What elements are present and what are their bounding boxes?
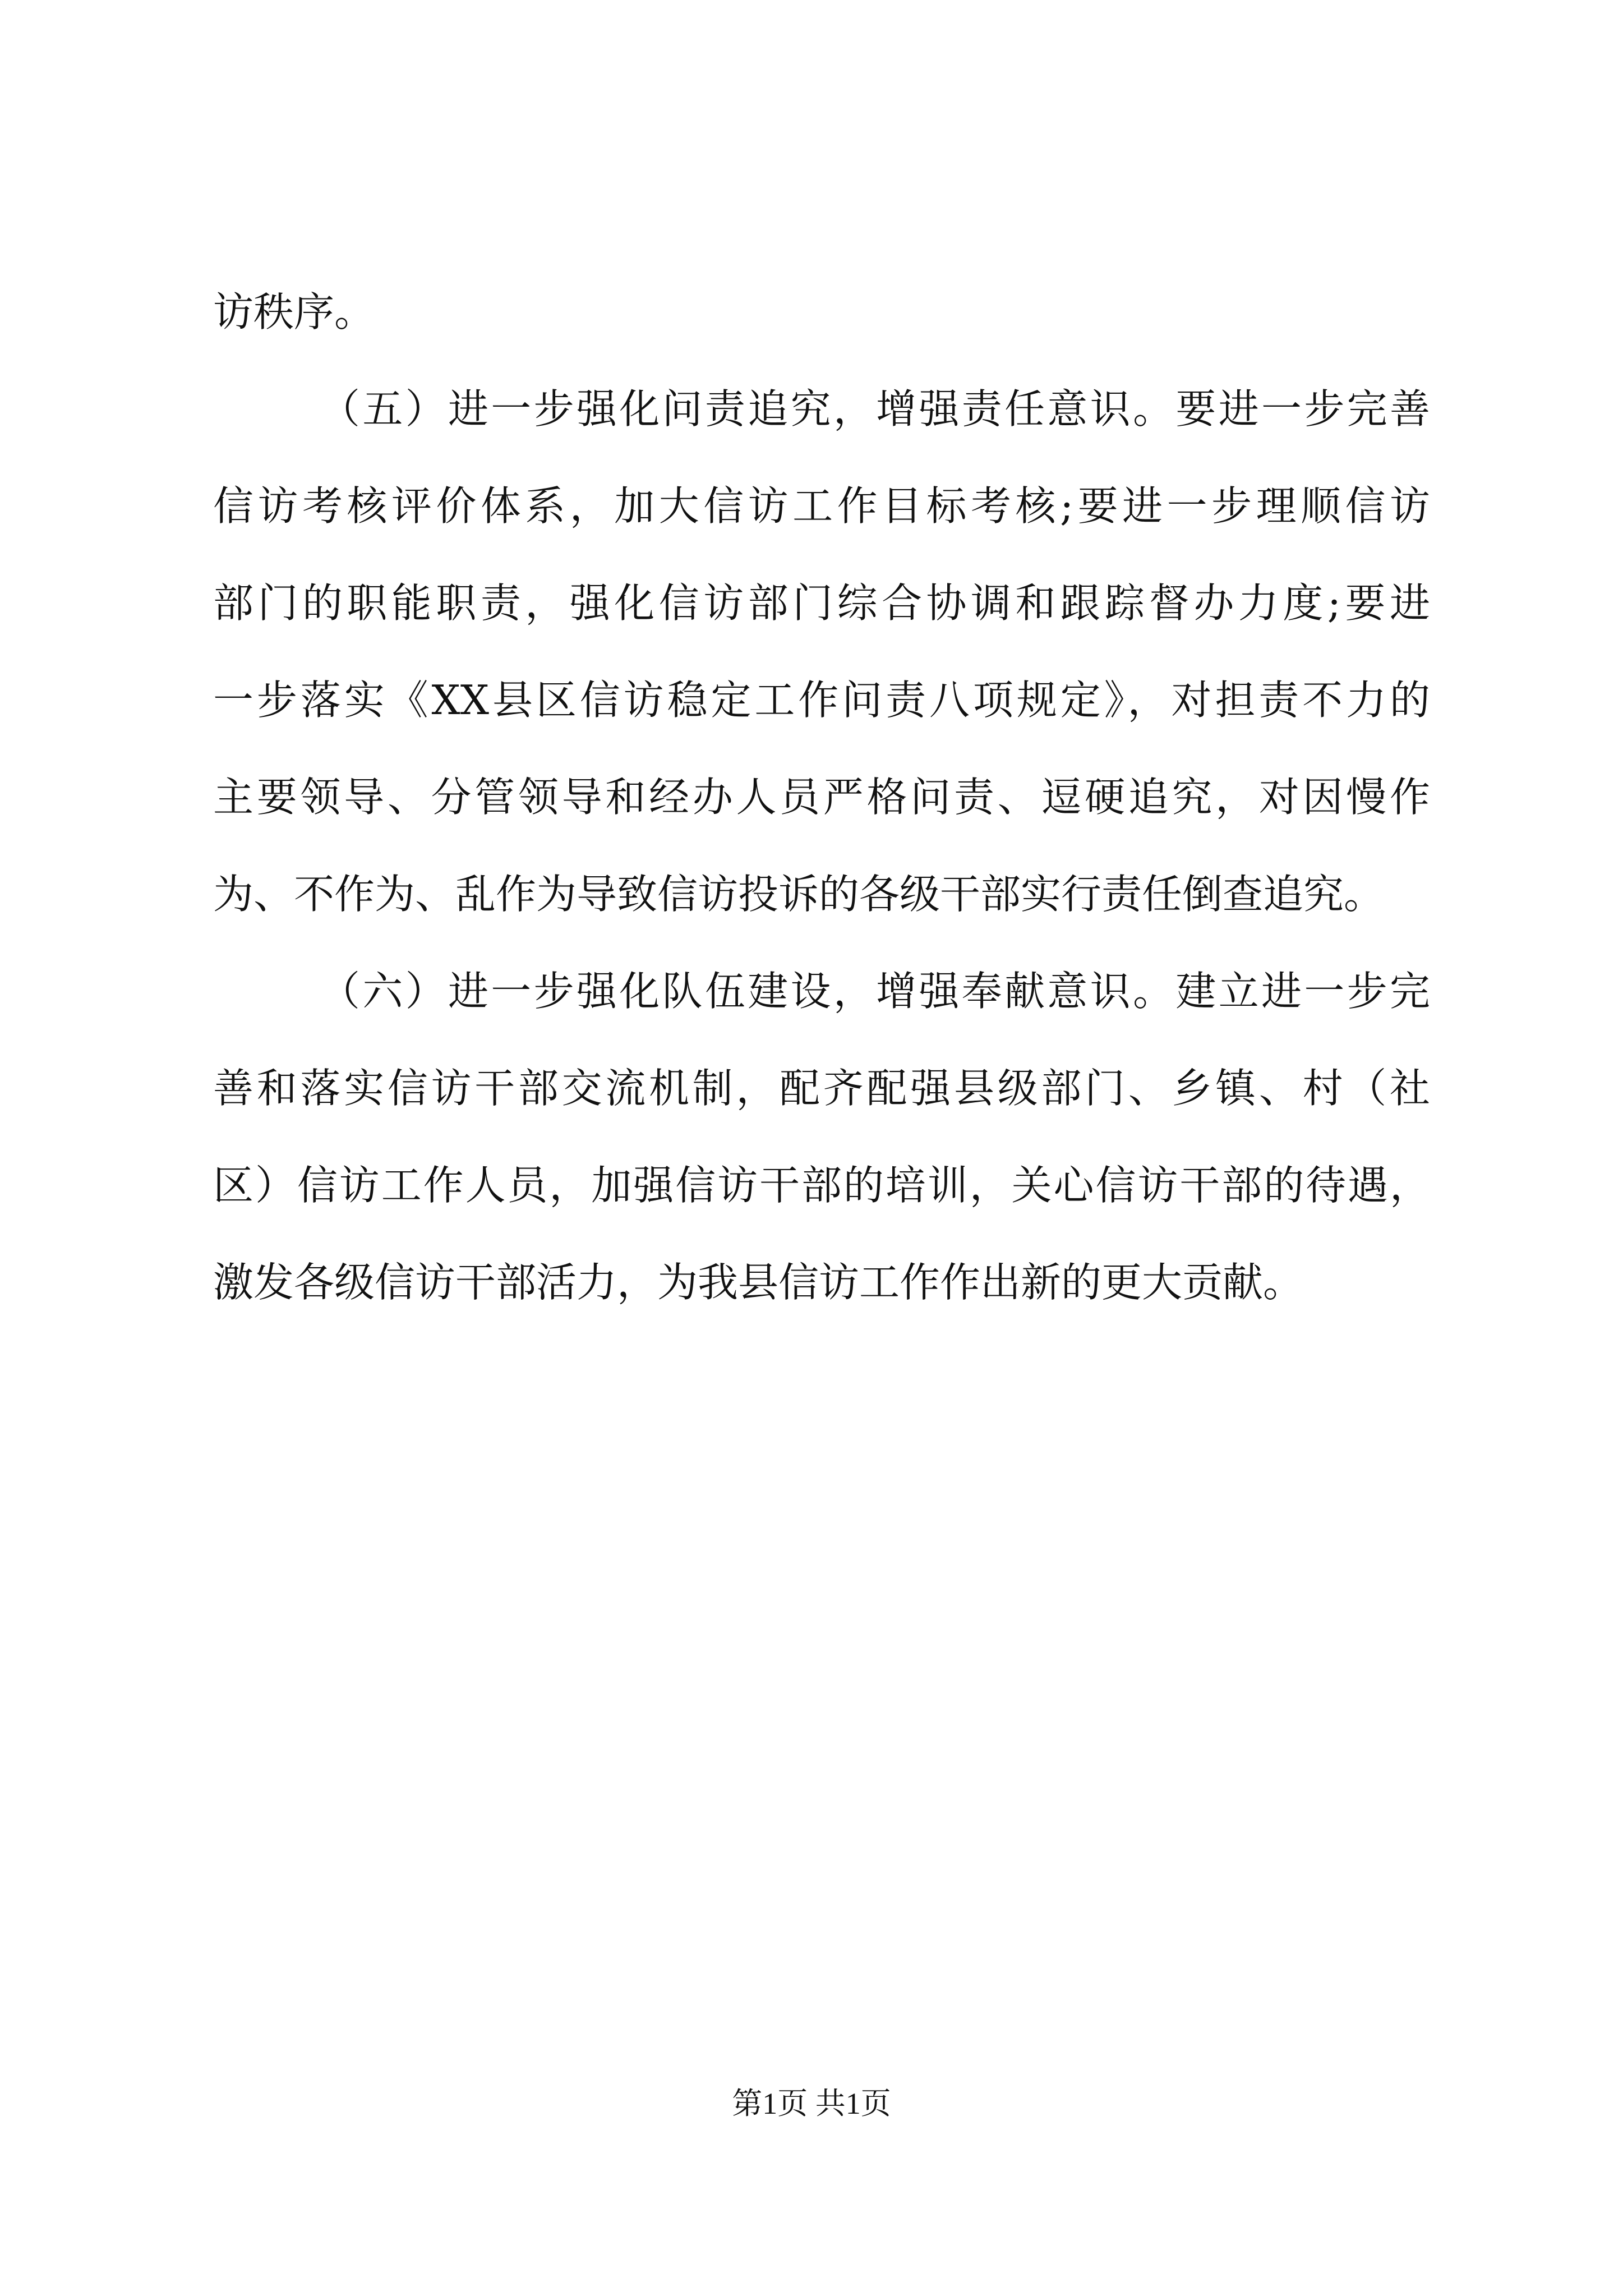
paragraph-4-tail-line: 访秩序。 [213,288,375,335]
page-number-footer: 第1页 共1页 [732,2087,891,2120]
paragraph-5-line-2: 信访考核评价体系，加大信访工作目标考核;要进一步理顺信访 [213,482,1430,530]
paragraph-6-line-3: 区）信访工作人员，加强信访干部的培训，关心信访干部的待遇， [213,1162,1430,1209]
paragraph-6-line-4: 激发各级信访干部活力，为我县信访工作作出新的更大贡献。 [213,1259,1304,1306]
paragraph-5-line-6: 为、不作为、乱作为导致信访投诉的各级干部实行责任倒查追究。 [213,871,1385,918]
paragraph-6-line-2: 善和落实信访干部交流机制，配齐配强县级部门、乡镇、村（社 [213,1065,1430,1112]
paragraph-5-line-1: （五）进一步强化问责追究，增强责任意识。要进一步完善 [320,385,1430,432]
paragraph-5-line-5: 主要领导、分管领导和经办人员严格问责、逗硬追究，对因慢作 [213,774,1430,821]
paragraph-5-line-4: 一步落实《XX县区信访稳定工作问责八项规定》，对担责不力的 [213,677,1430,724]
paragraph-5-line-3: 部门的职能职责，强化信访部门综合协调和跟踪督办力度;要进 [213,579,1430,627]
document-body [213,264,1430,1331]
paragraph-6-line-1: （六）进一步强化队伍建设，增强奉献意识。建立进一步完 [320,968,1430,1015]
